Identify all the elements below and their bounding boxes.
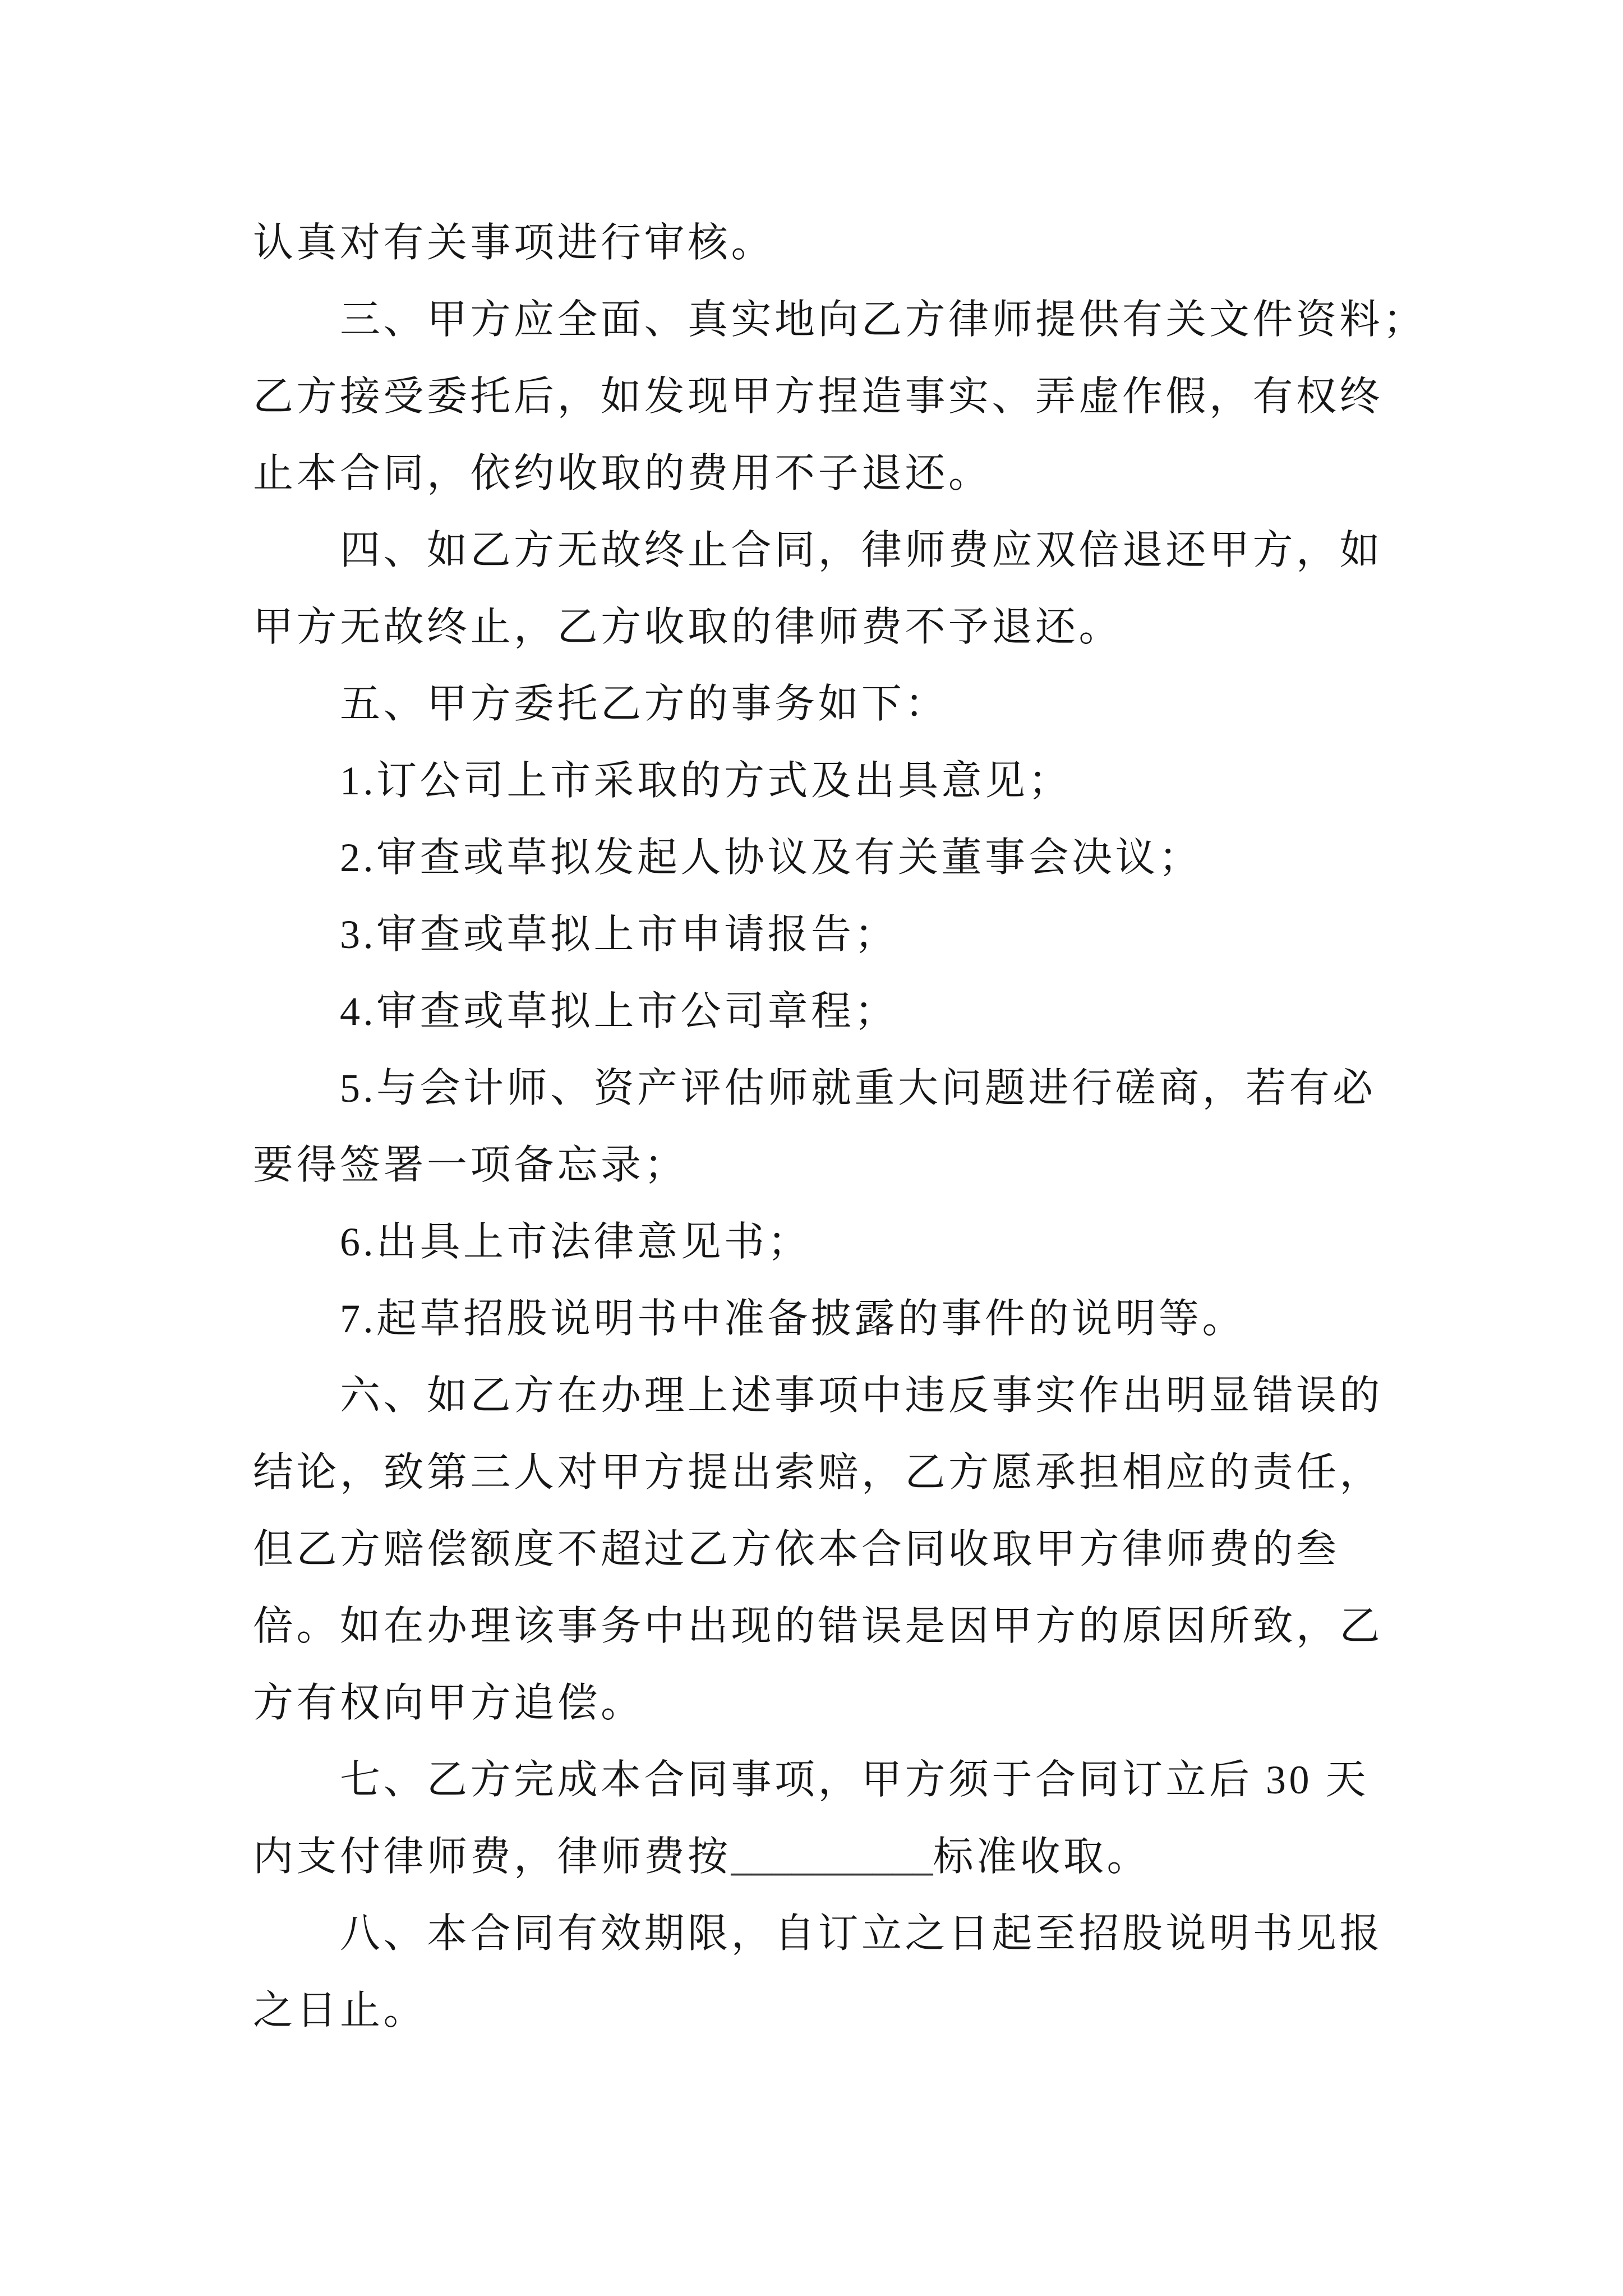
text-line: 八、本合同有效期限，自订立之日起至招股说明书见报 (340, 1911, 1384, 1956)
text-line: 四、如乙方无故终止合同，律师费应双倍退还甲方，如 (340, 528, 1384, 573)
text-line: 5.与会计师、资产评估师就重大问题进行磋商，若有必 (340, 1066, 1376, 1111)
text-line: 4.审查或草拟上市公司章程； (340, 989, 898, 1034)
list-item (253, 896, 1431, 973)
fill-in-blank: __________ (731, 1834, 933, 1879)
clause-six (253, 1358, 1431, 1742)
list-item (253, 1281, 1431, 1358)
clause-four (253, 512, 1431, 666)
text-line: 七、乙方完成本合同事项，甲方须于合同订立后 30 天 (340, 1757, 1370, 1802)
text-line: 2.审查或草拟发起人协议及有关董事会决议； (340, 835, 1202, 880)
text-line: 3.审查或草拟上市申请报告； (340, 912, 898, 957)
text-line: 方有权向甲方追偿。 (253, 1681, 644, 1726)
text-line: 但乙方赔偿额度不超过乙方依本合同收取甲方律师费的叁 (253, 1527, 1340, 1572)
text-line-with-blank (253, 1819, 1431, 1895)
clause-three (253, 282, 1431, 512)
text-line: 1.订公司上市采取的方式及出具意见； (340, 758, 1072, 803)
text-line: 乙方接受委托后，如发现甲方捏造事实、弄虚作假，有权终 (253, 374, 1384, 419)
paragraph-continuation (253, 205, 1431, 282)
list-item (253, 1050, 1431, 1204)
text-line: 六、如乙方在办理上述事项中违反事实作出明显错误的 (340, 1373, 1384, 1418)
list-item (253, 973, 1431, 1050)
text-line: 认真对有关事项进行审核。 (253, 220, 775, 265)
text-line: 7.起草招股说明书中准备披露的事件的说明等。 (340, 1296, 1246, 1341)
text-line: 结论，致第三人对甲方提出索赔，乙方愿承担相应的责任， (253, 1450, 1384, 1495)
text-segment: 内支付律师费，律师费按 (253, 1834, 731, 1879)
clause-five (253, 666, 1431, 743)
text-line: 五、甲方委托乙方的事务如下： (340, 682, 949, 726)
clause-seven (253, 1742, 1431, 1895)
text-line: 倍。如在办理该事务中出现的错误是因甲方的原因所致，乙 (253, 1604, 1384, 1649)
text-line: 6.出具上市法律意见书； (340, 1220, 811, 1264)
list-item (253, 820, 1431, 896)
text-line: 甲方无故终止，乙方收取的律师费不予退还。 (253, 605, 1123, 650)
document-body (253, 205, 1431, 2049)
text-line: 要得签署一项备忘录； (253, 1143, 688, 1188)
text-segment: 标准收取。 (933, 1834, 1151, 1879)
text-line: 三、甲方应全面、真实地向乙方律师提供有关文件资料； (340, 297, 1427, 342)
list-item (253, 743, 1431, 820)
clause-eight (253, 1895, 1431, 2049)
text-line: 止本合同，依约收取的费用不子退还。 (253, 451, 992, 496)
list-item (253, 1204, 1431, 1281)
text-line: 之日止。 (253, 1988, 427, 2033)
